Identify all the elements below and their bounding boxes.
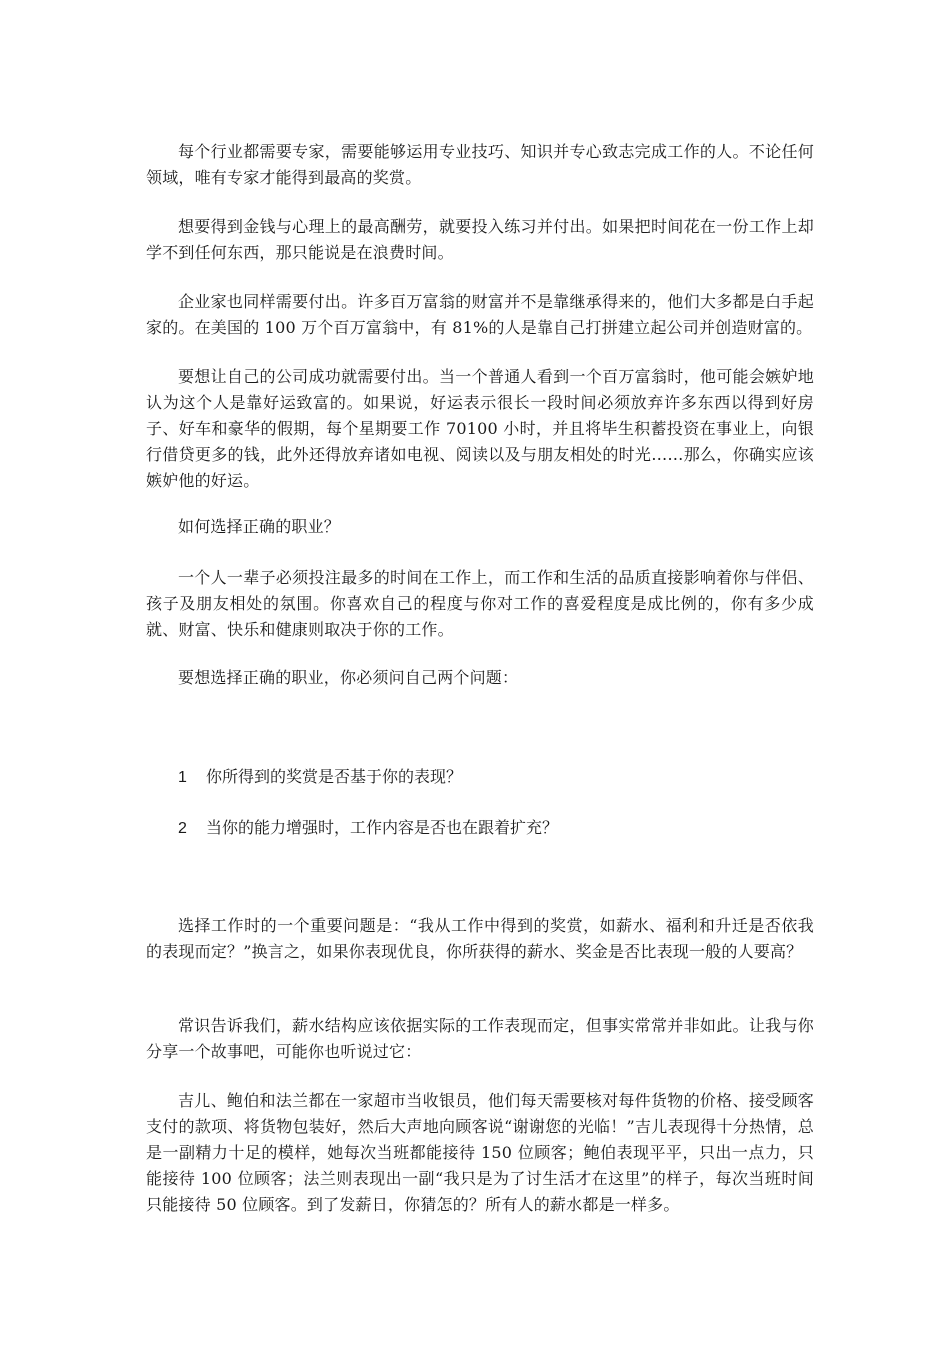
list-number: 1 <box>178 769 187 786</box>
paragraph-reward-question: 选择工作时的一个重要问题是：“我从工作中得到的奖赏，如薪水、福利和升迁是否依我的表现而定？”换言之，如果你表现优良，你所获得的薪水、奖金是否比表现一般的人要高？ <box>146 916 814 961</box>
paragraph-luck: 要想让自己的公司成功就需要付出。当一个普通人看到一个百万富翁时，他可能会嫉妒地认为这个人是靠好运致富的。如果说，好运表示很长一段时间必须放弃许多东西以得到好房子、好车和豪华的假期，每个星期要工作 70100 小时，并且将毕生积蓄投资在事业上，向银行借贷更多的钱，此外还得放弃诸如电视、阅读以及与朋友相处的时光……那么，你确实应该嫉妒他的好运。 <box>146 367 814 490</box>
paragraph-entrepreneurs: 企业家也同样需要付出。许多百万富翁的财富并不是靠继承得来的，他们大多都是白手起家的。在美国的 100 万个百万富翁中，有 81%的人是靠自己打拼建立起公司并创造财富的。 <box>146 292 814 337</box>
paragraph-common-sense: 常识告诉我们，薪水结构应该依据实际的工作表现而定，但事实常常并非如此。让我与你分享一个故事吧，可能你也听说过它： <box>146 1016 814 1061</box>
list-text: 当你的能力增强时，工作内容是否也在跟着扩充？ <box>206 818 559 837</box>
list-item-2 <box>178 815 818 842</box>
paragraph-heading-question: 如何选择正确的职业？ <box>178 517 341 536</box>
list-item-1 <box>178 764 818 791</box>
paragraph-work-life: 一个人一辈子必须投注最多的时间在工作上，而工作和生活的品质直接影响着你与伴侣、孩子及朋友相处的氛围。你喜欢自己的程度与你对工作的喜爱程度是成比例的，你有多少成就、财富、快乐和健康则取决于你的工作。 <box>146 568 814 639</box>
paragraph-two-questions: 要想选择正确的职业，你必须问自己两个问题： <box>178 668 519 687</box>
list-number: 2 <box>178 820 187 837</box>
paragraph-practice: 想要得到金钱与心理上的最高酬劳，就要投入练习并付出。如果把时间花在一份工作上却学不到任何东西，那只能说是在浪费时间。 <box>146 217 814 262</box>
paragraph-experts: 每个行业都需要专家，需要能够运用专业技巧、知识并专心致志完成工作的人。不论任何领域，唯有专家才能得到最高的奖赏。 <box>146 142 814 187</box>
paragraph-cashier-story: 吉儿、鲍伯和法兰都在一家超市当收银员，他们每天需要核对每件货物的价格、接受顾客支付的款项、将货物包装好，然后大声地向顾客说“谢谢您的光临！”吉儿表现得十分热情，总是一副精力十足的模样，她每次当班都能接待 150 位顾客；鲍伯表现平平，只出一点力，只能接待 100 位顾客；法兰则表现出一副“我只是为了讨生活才在这里”的样子，每次当班时间只能接待 50 位顾客。到了发薪日，你猜怎的？所有人的薪水都是一样多。 <box>146 1091 814 1214</box>
list-text: 你所得到的奖赏是否基于你的表现？ <box>206 767 463 786</box>
